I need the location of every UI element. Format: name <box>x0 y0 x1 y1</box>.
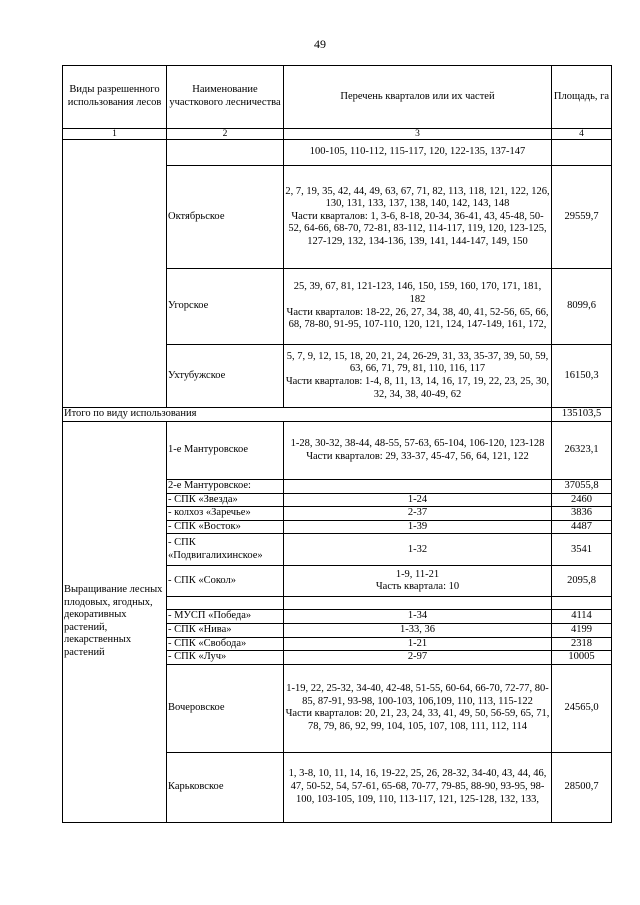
table-row <box>63 140 612 166</box>
total-label: Итого по виду использования <box>63 408 552 422</box>
forestry-name: Угорское <box>167 269 284 345</box>
quarters-parts: Части кварталов: 18-22, 26, 27, 34, 38, 40, 41, 52-56, 65, 66, 68, 78-80, 91-95, 107-110, 120, 121, 124, 147-149, 161, 172, <box>286 306 549 331</box>
forest-use-table <box>62 65 612 823</box>
quarters-list <box>284 166 552 269</box>
empty-cell <box>284 597 552 610</box>
quarters-list <box>284 422 552 480</box>
use-type-cell: Выращивание лесных плодовых, ягодных, декоративных растений, лекарственных растений <box>63 422 167 823</box>
forestry-name: Вочеровское <box>167 664 284 752</box>
area-value: 2460 <box>552 493 612 507</box>
quarters-list: 1-34 <box>284 610 552 624</box>
forestry-name: Октябрьское <box>167 166 284 269</box>
quarters-full: 1-19, 22, 25-32, 34-40, 42-48, 51-55, 60-64, 66-70, 72-77, 80-85, 87-91, 93-98, 100-103, 106,109, 110, 113, 115-122 <box>286 683 549 707</box>
page-number: 49 <box>314 37 326 51</box>
col-number-1: 1 <box>63 129 167 140</box>
quarters-list <box>284 566 552 597</box>
area-value: 3541 <box>552 534 612 566</box>
quarters-list <box>284 345 552 408</box>
header-quarters-list: Перечень кварталов или их частей <box>284 66 552 129</box>
area-value: 4199 <box>552 623 612 637</box>
forestry-name: - колхоз «Заречье» <box>167 507 284 521</box>
header-forestry-name: Наименование участкового лесничества <box>167 66 284 129</box>
area-value: 24565,0 <box>552 664 612 752</box>
forestry-name: - СПК «Свобода» <box>167 637 284 651</box>
area-value: 3836 <box>552 507 612 521</box>
forestry-name: Ухтубужское <box>167 345 284 408</box>
area-value: 28500,7 <box>552 752 612 822</box>
forestry-name: Карьковское <box>167 752 284 822</box>
quarters-list: 100-105, 110-112, 115-117, 120, 122-135, 137-147 <box>284 140 552 166</box>
area-value <box>552 140 612 166</box>
area-value: 16150,3 <box>552 345 612 408</box>
quarters-full: 1-28, 30-32, 38-44, 48-55, 57-63, 65-104, 106-120, 123-128 <box>290 437 545 449</box>
quarters-list: 2-97 <box>284 651 552 665</box>
header-use-type: Виды разрешенного использования лесов <box>63 66 167 129</box>
quarters-list <box>284 664 552 752</box>
quarters-full: 25, 39, 67, 81, 121-123, 146, 150, 159, 160, 170, 171, 181, 182 <box>293 281 542 305</box>
area-value: 29559,7 <box>552 166 612 269</box>
quarters-list: 1-39 <box>284 520 552 534</box>
total-area: 135103,5 <box>552 408 612 422</box>
forestry-name <box>167 140 284 166</box>
forestry-name: - СПК «Луч» <box>167 651 284 665</box>
area-value: 8099,6 <box>552 269 612 345</box>
quarters-full: 1-9, 11-21 <box>395 568 440 580</box>
use-type-cell-empty <box>63 140 167 408</box>
quarters-parts: Части кварталов: 29, 33-37, 45-47, 56, 64, 121, 122 <box>306 450 529 462</box>
quarters-parts: Часть квартала: 10 <box>375 581 460 593</box>
quarters-list: 2-37 <box>284 507 552 521</box>
quarters-list: 1, 3-8, 10, 11, 14, 16, 19-22, 25, 26, 28-32, 34-40, 43, 44, 46, 47, 50-52, 54, 57-61, 65-68, 70-77, 79-85, 88-90, 93-95, 98-100, 103-105, 109, 110, 113-117, 121, 125-128, 132, 133, <box>284 752 552 822</box>
empty-cell <box>552 597 612 610</box>
table-row <box>63 422 612 480</box>
table-header-row <box>63 66 612 129</box>
area-value: 26323,1 <box>552 422 612 480</box>
quarters-parts: Части кварталов: 1, 3-6, 8-18, 20-34, 36-41, 43, 45-48, 50-52, 64-66, 68-70, 72-81, 83-112, 114-117, 119, 120, 123-125, 127-129, 132, 134-136, 139, 141, 144-147, 149, 150 <box>288 210 547 247</box>
quarters-parts: Части кварталов: 20, 21, 23, 24, 33, 41, 49, 50, 56-59, 65, 71, 78, 79, 86, 92, 99, 104, 105, 107, 108, 111, 112, 114 <box>285 708 550 732</box>
quarters-list: 1-32 <box>284 534 552 566</box>
col-number-2: 2 <box>167 129 284 140</box>
quarters-full: 5, 7, 9, 12, 15, 18, 20, 21, 24, 26-29, 31, 33, 35-37, 39, 50, 59, 63, 66, 71, 79, 81, 110, 116, 117 <box>286 350 549 375</box>
area-value: 37055,8 <box>552 480 612 494</box>
area-value: 4114 <box>552 610 612 624</box>
quarters-list <box>284 480 552 494</box>
area-value: 2318 <box>552 637 612 651</box>
forestry-name: 1-е Мантуровское <box>167 422 284 480</box>
forestry-name: - МУСП «Победа» <box>167 610 284 624</box>
area-value: 10005 <box>552 651 612 665</box>
total-row <box>63 408 612 422</box>
quarters-parts: Части кварталов: 1-4, 8, 11, 13, 14, 16, 17, 19, 22, 23, 25, 30, 32, 34, 38, 40-49, 62 <box>285 376 550 400</box>
quarters-full: 2, 7, 19, 35, 42, 44, 49, 63, 67, 71, 82, 113, 118, 121, 122, 126, 130, 131, 133, 137, 138, 140, 142, 143, 148 <box>285 185 550 210</box>
quarters-list: 1-33, 36 <box>284 623 552 637</box>
quarters-list <box>284 269 552 345</box>
forestry-name: - СПК «Подвигалихинское» <box>167 534 284 566</box>
area-value: 4487 <box>552 520 612 534</box>
empty-cell <box>167 597 284 610</box>
col-number-3: 3 <box>284 129 552 140</box>
area-value: 2095,8 <box>552 566 612 597</box>
col-number-4: 4 <box>552 129 612 140</box>
forestry-name: 2-е Мантуровское: <box>167 480 284 494</box>
forestry-name: - СПК «Нива» <box>167 623 284 637</box>
quarters-list: 1-21 <box>284 637 552 651</box>
header-area: Площадь, га <box>552 66 612 129</box>
forestry-name: - СПК «Сокол» <box>167 566 284 597</box>
forestry-name: - СПК «Звезда» <box>167 493 284 507</box>
column-number-row <box>63 129 612 140</box>
forestry-name: - СПК «Восток» <box>167 520 284 534</box>
quarters-list: 1-24 <box>284 493 552 507</box>
